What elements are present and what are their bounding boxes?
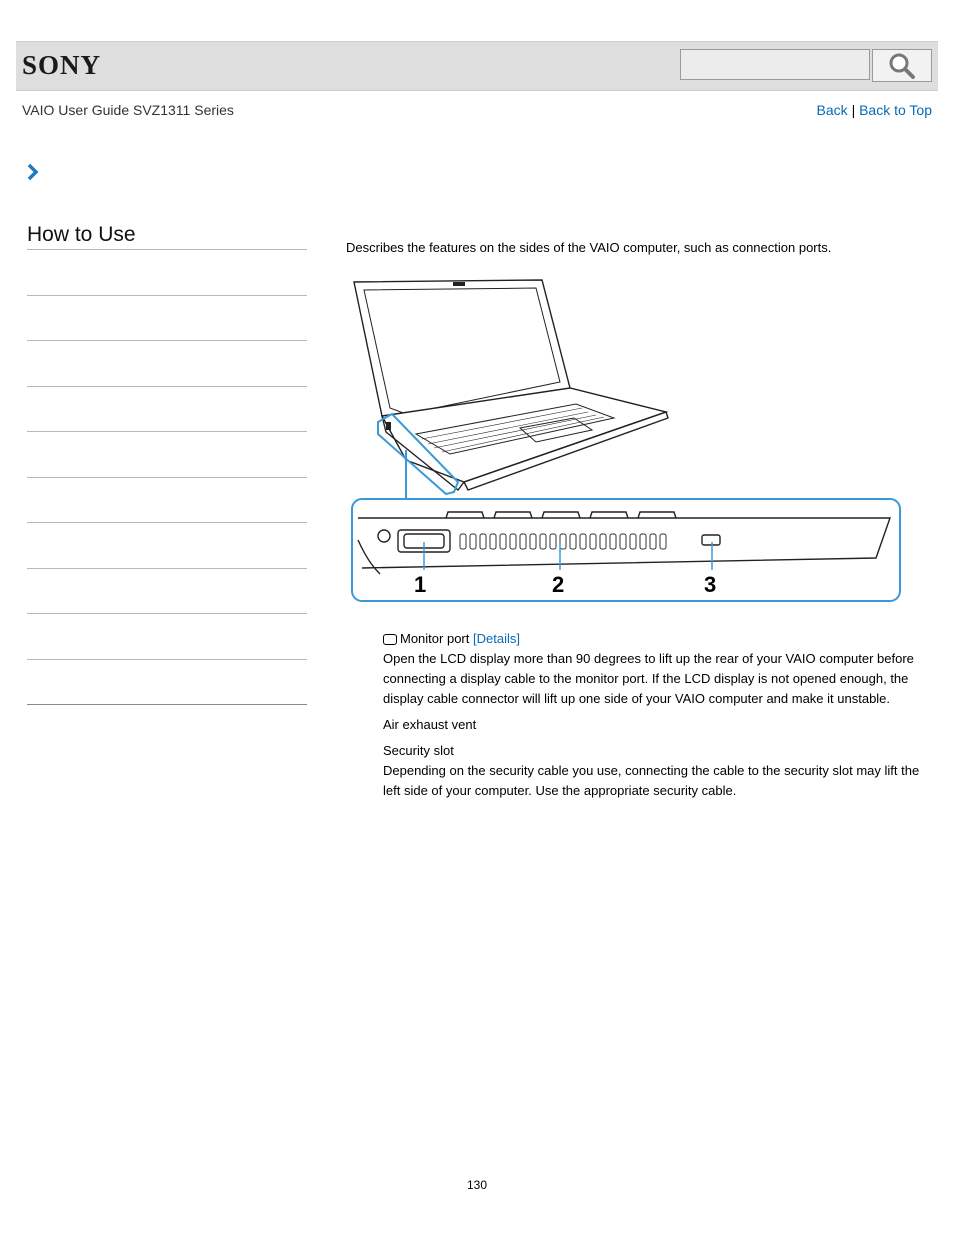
callout-3: 3	[704, 572, 717, 597]
sidebar-title: How to Use	[27, 223, 136, 246]
item-title: Air exhaust vent	[383, 717, 477, 732]
sony-logo: SONY	[22, 50, 102, 80]
item-text: Depending on the security cable you use, connecting the cable to the security slot may lift the left side of your computer. Use the appropriate security cable.	[383, 763, 920, 798]
laptop-illustration	[354, 280, 668, 490]
sidebar-item[interactable]	[27, 431, 307, 477]
sidebar-item[interactable]	[27, 522, 307, 568]
sidebar-item[interactable]	[27, 295, 307, 341]
list-item	[383, 629, 931, 709]
search-input[interactable]	[680, 49, 870, 80]
guide-title: VAIO User Guide SVZ1311 Series	[22, 102, 234, 118]
side-panel-detail	[358, 512, 890, 574]
callout-2: 2	[552, 572, 565, 597]
feature-list	[383, 629, 931, 807]
sidebar-item[interactable]	[27, 659, 307, 705]
laptop-side-figure	[346, 272, 906, 607]
details-link[interactable]: [Details]	[473, 631, 520, 646]
back-to-top-link[interactable]: Back to Top	[859, 102, 932, 118]
chevron-right-icon[interactable]	[26, 163, 40, 181]
sidebar-item[interactable]	[27, 613, 307, 659]
vent-slots	[460, 534, 666, 549]
nav-separator: |	[851, 102, 856, 118]
item-title: Security slot	[383, 743, 454, 758]
search-icon	[887, 51, 917, 81]
sidebar-item[interactable]	[27, 249, 307, 295]
sidebar-item[interactable]	[27, 568, 307, 614]
list-item	[383, 715, 931, 735]
sidebar-item[interactable]	[27, 340, 307, 386]
page-number: 130	[466, 1178, 488, 1192]
callout-1: 1	[414, 572, 427, 597]
item-title: Monitor port	[400, 631, 470, 646]
monitor-port-icon	[383, 634, 397, 645]
sidebar	[27, 249, 307, 705]
header-bar	[16, 41, 938, 91]
intro-text: Describes the features on the sides of the VAIO computer, such as connection ports.	[346, 240, 832, 255]
sidebar-item[interactable]	[27, 477, 307, 523]
sidebar-item[interactable]	[27, 386, 307, 432]
list-item	[383, 741, 931, 801]
search-button[interactable]	[872, 49, 932, 82]
sidebar-divider	[27, 704, 307, 705]
top-nav	[817, 102, 932, 118]
item-text: Open the LCD display more than 90 degrees to lift up the rear of your VAIO computer before connecting a display cable to the monitor port. If the LCD display is not opened enough, the display cable connector will lift up one side of your VAIO computer and make it unstable.	[383, 651, 914, 706]
back-link[interactable]: Back	[816, 102, 848, 118]
